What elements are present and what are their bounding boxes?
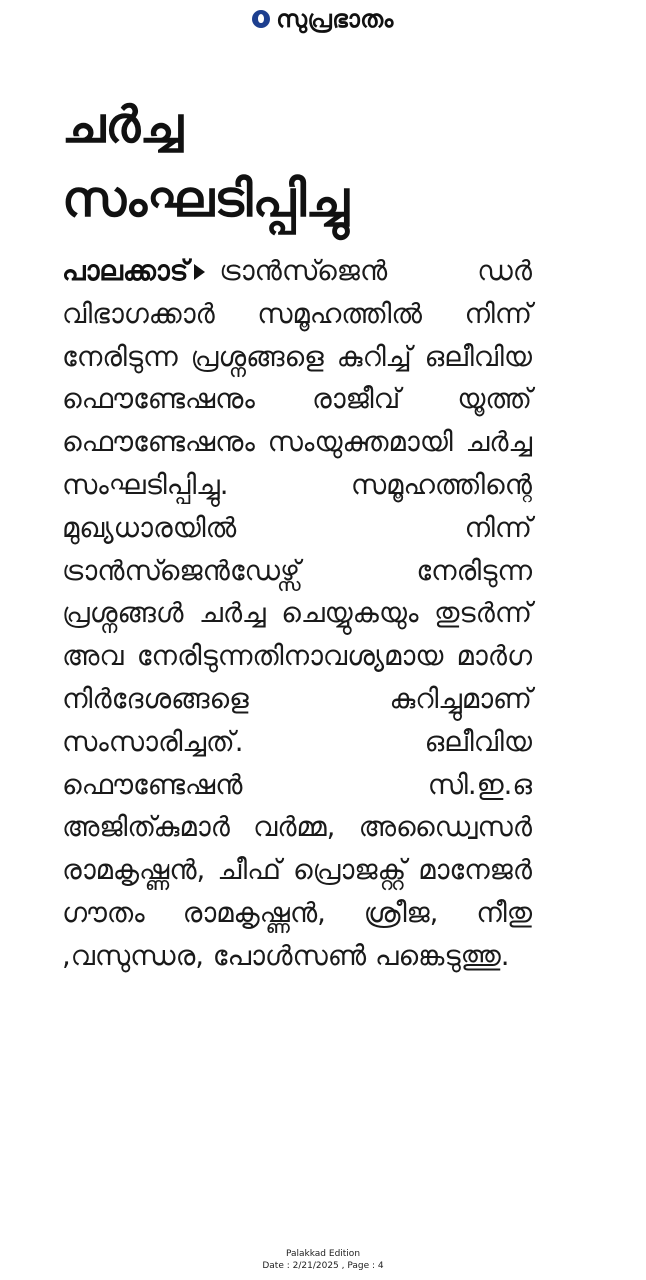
article-body (62, 250, 532, 978)
play-arrow-icon (194, 264, 205, 280)
newspaper-name: സുപ്രഭാതം (276, 5, 394, 33)
article-body-text: ട്രാൻസ്ജെൻ ഡർ വിഭാഗക്കാർ സമൂഹത്തിൽ നിന്ന് നേരിടുന്ന പ്രശ്നങ്ങളെ കുറിച്ച് ഒലീവിയ ഫൌണ്ടേഷനും രാജീവ് യൂത്ത് ഫൌണ്ടേഷനും സംയുക്തമായി ചർച്ച സംഘടിപ്പിച്ചു. സമൂഹത്തിന്റെ മുഖ്യധാരയിൽ നിന്ന് ട്രാൻസ്ജെൻഡേഴ്സ് നേരിടുന്ന പ്രശ്നങ്ങൾ ചർച്ച ചെയ്യുകയും തുടർന്ന് അവ നേരിടുന്നതിനാവശ്യമായ മാർഗ നിർദേശങ്ങളെ കുറിച്ചുമാണ് സംസാരിച്ചത്. ഒലീവിയ ഫൌണ്ടേഷൻ സി.ഇ.ഒ അജിത്കുമാർ വർമ്മ, അഡ്വൈസർ രാമകൃഷ്ണൻ, ചീഫ് പ്രൊജക്റ്റ് മാനേജർ ഗൗതം രാമകൃഷ്ണൻ, ശ്രീജ, നീതു ,വസുന്ധര, പോൾസൺ പങ്കെടുത്തു. (62, 255, 532, 972)
edition-label: Palakkad Edition (285, 1249, 361, 1259)
masthead (0, 2, 646, 36)
date-page-label: Date : 2/21/2025 , Page : 4 (262, 1261, 384, 1271)
flame-drop-icon (252, 10, 270, 28)
article-headline: ചർച്ച സംഘടിപ്പിച്ചു (62, 96, 349, 228)
page-footer (0, 1248, 646, 1272)
dateline: പാലക്കാട് (62, 255, 189, 287)
